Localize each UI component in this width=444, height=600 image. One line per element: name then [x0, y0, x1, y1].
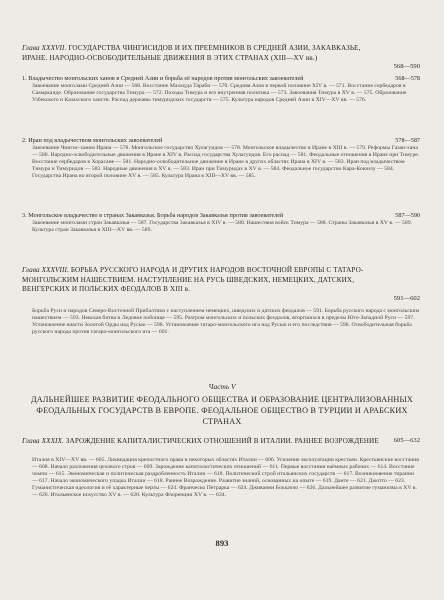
chapter-label: Глава XXXVII. — [22, 44, 67, 52]
section-heading: 2. Иран под владычеством монгольских завоевателей — [22, 137, 163, 144]
section-pages: 568—578 — [395, 75, 420, 82]
chapter-pages: 568—590 — [393, 63, 420, 70]
section-2 — [22, 137, 420, 180]
chapter-37 — [22, 44, 420, 233]
chapter-body: Италия в XIV—XV вв. — 605. Ликвидация крепостного права в некоторых областях Италии — 606. Усиление эксплуатации крестьян. Крестьянские восстания — 608. Начало разложения цехового строя — 609. Зарождение капиталистических отношений — 611. Первые восстания наёмных рабочих — 614. Восстание чомпи — 615. Экономическая и политическая раздробленность Италии — 618. Политический строй итальянских государств — 617. Возникновение тирании — 617. Начало экономического упадка Италии — 618. Раннее Возрождение. Развитие знаний, основанных на опыте — 619. Данте — 621. Джотто — 623. Гуманистическая идеология и её характерные черты — 624. Франческо Петрарка — 624. Дживанни Боккаччо — 626. Дальнейшее развитие гуманизма в XV в. — 626. Итальянское искусство XV в. — 628. Культура Флоренции XV в. — 634. — [32, 457, 419, 499]
chapter-39 — [22, 437, 420, 499]
page-number: 893 — [215, 538, 229, 548]
chapter-38 — [22, 266, 420, 336]
chapter-39-body — [22, 457, 420, 500]
chapter-37-title — [22, 44, 420, 63]
section-body: Завоевание монголами Средней Азии — 568. Восстание Махмуда Тараби — 570. Средняя Азия в первой половине XIV в. — 571. Восстание сербедаров в Самарканде. Образование государства Тимура — 572. Походы Тимура и его внутренняя политика — 573. Завоевания Тимура в XV в. — 575. Образование Узбекского и Казахского ханств. Распад державы тимуридских государств — 575. Культура народов Средней Азии в XIV—XV вв. — 576. — [32, 82, 407, 104]
part-label: Часть V — [208, 382, 236, 391]
chapter-label: Глава XXXVIII. — [22, 266, 69, 274]
chapter-38-body — [22, 308, 420, 336]
section-heading: 1. Владычество монгольских ханов в Средней Азии и борьба её народов против монгольских завоевателей — [22, 75, 304, 82]
chapter-heading: ЗАРОЖДЕНИЕ КАПИТАЛИСТИЧЕСКИХ ОТНОШЕНИЙ В ИТАЛИИ. РАННЕЕ ВОЗРОЖДЕНИЕ — [65, 437, 379, 445]
section-body: Завоевание Чингис-ханом Ирана — 578. Монгольское государство Хулагуидов — 578. Монгольское владычество в Иране в XIII в. — 579. Реформы Газан-хана — 580. Народно-освободительные движения в Иране в XIV в. Распад государства Хулагуидов. Его распад — 581. Феодальные отношения в Иране при Тимуре. Восстание сербедаров в Хорасане — 581. Народно-освободительное движение в Иране в других областях Ирана в XIV в. — 583. Иран под владычеством Тимура и Тимуридов — 583. Народные движения в XV в. — 583. Иран при Тимуридах в XV в. — 584. Феодальное государство Кара-Коюнлу — 584. Государства Ирана во второй половине XV в. — 585. Культура Ирана в XIII—XV вв. — 585. — [32, 144, 420, 180]
section-1 — [22, 75, 420, 104]
chapter-heading: ГОСУДАРСТВА ЧИНГИСИДОВ И ИХ ПРЕЕМНИКОВ В СРЕДНЕЙ АЗИИ, ЗАКАВКАЗЬЕ, ИРАНЕ. НАРОДНО-ОСВОБОДИТЕЛЬНЫЕ ДВИЖЕНИЯ В ЭТИХ СТРАНАХ (XIII—XV вв.) — [22, 44, 361, 62]
section-3 — [22, 212, 420, 234]
section-pages: 587—590 — [395, 212, 420, 219]
chapter-38-title — [22, 266, 420, 295]
chapter-label: Глава XXXIX. — [22, 437, 64, 445]
section-pages: 578—587 — [395, 137, 420, 144]
section-heading: 3. Монгольское владычество в странах Закавказья. Борьба народов Закавказья против завоевателей — [22, 212, 284, 219]
chapter-pages: 591—602 — [393, 295, 420, 302]
part-title: ДАЛЬНЕЙШЕЕ РАЗВИТИЕ ФЕОДАЛЬНОГО ОБЩЕСТВА И ОБРАЗОВАНИЕ ЦЕНТРАЛИЗОВАННЫХ ФЕОДАЛЬНЫХ ГОСУДАРСТВ В ЕВРОПЕ. ФЕОДАЛЬНОЕ ОБЩЕСТВО В ТУРЦИИ И АРАБСКИХ СТРАНАХ — [30, 395, 413, 426]
chapter-body: Борьба Руси и народов Северо-Восточной Прибалтики с наступлением немецких, шведских и датских феодалов — 591. Борьба русского народа с монгольским нашествием — 593. Невская битва и Ледовое побоище — 595. Разгром монгольских и польских феодалов, вторгшихся в пределы Юго-Западной Руси — 597. Установление власти Золотой Орды над Русью — 598. Установление татаро-монгольского ига над Русью и его последствия — 598. Освободительная борьба русского народа против татаро-монгольского ига — 601. — [32, 308, 420, 336]
section-body: Завоевание монголами стран Закавказья — 587. Государства Закавказья в XIV в. — 588. Нашествия войск Тимура — 588. Страны Закавказья в XV в. — 589. Культура стран Закавказья в XIII—XV вв. — 589. — [32, 219, 412, 233]
chapter-heading: БОРЬБА РУССКОГО НАРОДА И ДРУГИХ НАРОДОВ ВОСТОЧНОЙ ЕВРОПЫ С ТАТАРО-МОНГОЛЬСКИМ НАШЕСТВИЕМ. НАСТУПЛЕНИЕ НА РУСЬ ШВЕДСКИХ, НЕМЕЦКИХ, ДАТСКИХ, ВЕНГЕРСКИХ И ПОЛЬСКИХ ФЕОДАЛОВ В XIII в. — [22, 266, 364, 294]
chapter-pages: 605—632 — [393, 437, 420, 444]
chapter-39-title — [22, 437, 420, 447]
